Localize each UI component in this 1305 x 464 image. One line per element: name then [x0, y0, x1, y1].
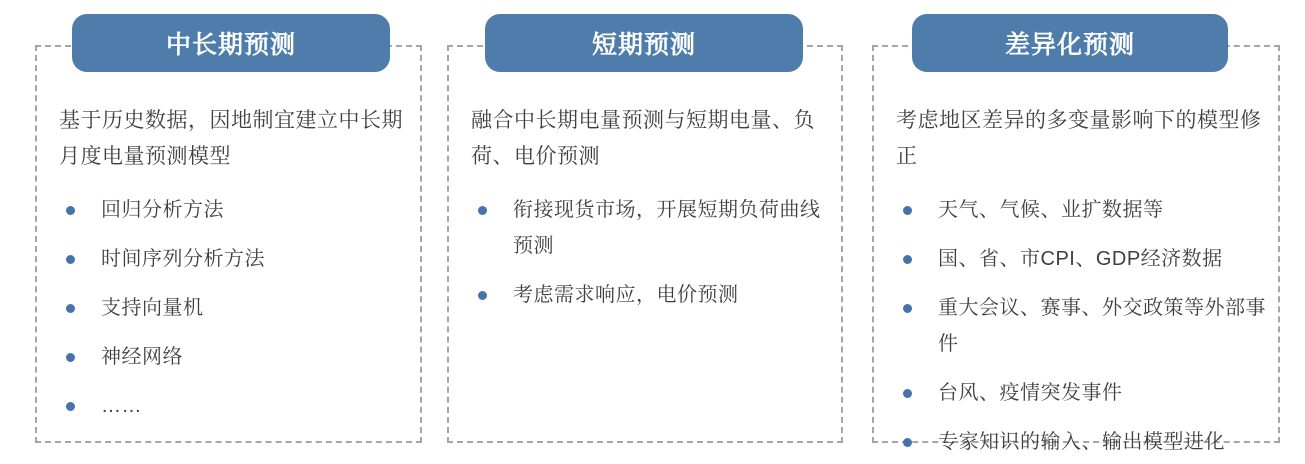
bullet-list: [449, 192, 841, 313]
list-item: [37, 388, 420, 424]
list-item-label: 衔接现货市场，开展短期负荷曲线预测: [513, 199, 821, 257]
list-item: [37, 192, 420, 228]
bullet-dot-icon: [66, 206, 75, 215]
list-item-label: 时间序列分析方法: [101, 248, 265, 270]
bullet-dot-icon: [66, 402, 75, 411]
list-item-label: 重大会议、赛事、外交政策等外部事件: [938, 297, 1266, 355]
list-item-label: 国、省、市CPI、GDP经济数据: [938, 248, 1223, 270]
card-title-badge-differentiated: [912, 14, 1228, 72]
forecast-card-short-term: [447, 45, 843, 443]
bullet-dot-icon: [903, 206, 912, 215]
list-item-label: 考虑需求响应，电价预测: [513, 284, 739, 306]
card-title: 中长期预测: [165, 31, 296, 59]
card-title-badge-medium-long-term: [72, 14, 390, 72]
list-item-label: 神经网络: [101, 346, 183, 368]
bullet-dot-icon: [903, 389, 912, 398]
card-description: 融合中长期电量预测与短期电量、负荷、电价预测: [471, 109, 815, 168]
bullet-dot-icon: [66, 353, 75, 362]
list-item: [874, 192, 1278, 228]
bullet-dot-icon: [903, 304, 912, 313]
bullet-dot-icon: [478, 291, 487, 300]
list-item-label: ……: [101, 395, 142, 417]
list-item-label: 台风、疫情突发事件: [938, 382, 1123, 404]
bullet-dot-icon: [903, 438, 912, 447]
list-item: [874, 375, 1278, 411]
bullet-dot-icon: [478, 206, 487, 215]
forecast-card-medium-long-term: [35, 45, 422, 443]
bullet-dot-icon: [66, 304, 75, 313]
list-item: [874, 424, 1278, 460]
list-item: [449, 192, 841, 264]
list-item: [37, 339, 420, 375]
list-item: [449, 277, 841, 313]
bullet-list: [874, 192, 1278, 460]
list-item-label: 专家知识的输入、输出模型进化: [938, 431, 1225, 453]
card-title-badge-short-term: [485, 14, 803, 72]
list-item: [874, 241, 1278, 277]
card-description: 考虑地区差异的多变量影响下的模型修正: [896, 109, 1262, 168]
list-item-label: 支持向量机: [101, 297, 204, 319]
card-title: 短期预测: [591, 31, 696, 59]
list-item: [874, 290, 1278, 362]
bullet-list: [37, 192, 420, 424]
list-item: [37, 241, 420, 277]
card-description: 基于历史数据，因地制宜建立中长期月度电量预测模型: [59, 109, 403, 168]
bullet-dot-icon: [66, 255, 75, 264]
forecast-card-differentiated: [872, 45, 1280, 453]
bullet-dot-icon: [903, 255, 912, 264]
list-item: [37, 290, 420, 326]
card-title: 差异化预测: [1004, 31, 1135, 59]
list-item-label: 天气、气候、业扩数据等: [938, 199, 1164, 221]
list-item-label: 回归分析方法: [101, 199, 224, 221]
